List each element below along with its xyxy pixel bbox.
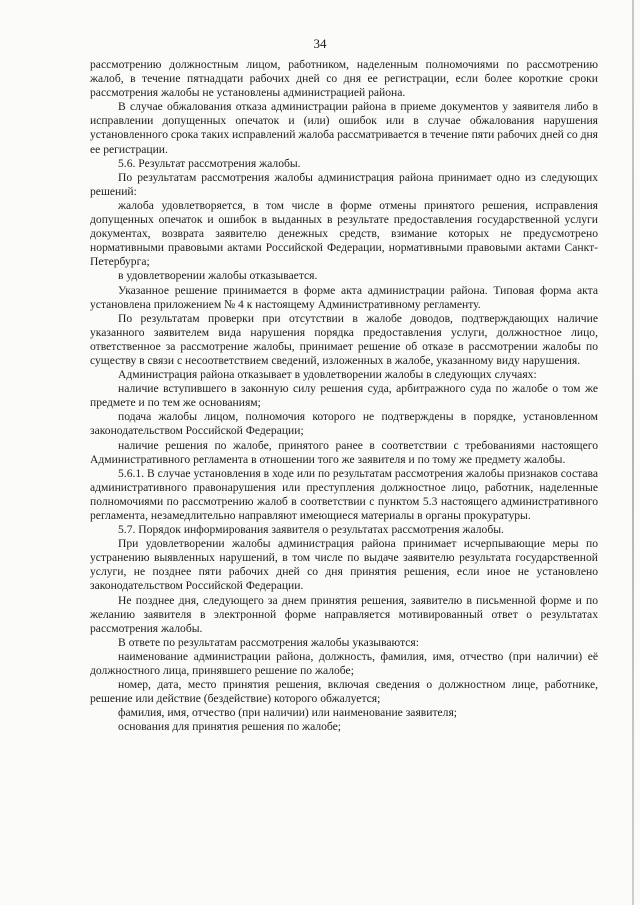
- paragraph: в удовлетворении жалобы отказывается.: [118, 269, 318, 283]
- paragraph: жалоба удовлетворяется, в том числе в форме отмены принятого решения, исправления допущенных опечаток и ошибок в выданных в результате предоставления государственной услуги документах, возврата заявителю денежных средств, взимание которых не предусмотрено нормативными правовыми актами Российской Федерации, нормативными правовыми актами Санкт-Петербурга;: [90, 198, 598, 269]
- paragraph: В ответе по результатам рассмотрения жалобы указываются:: [118, 635, 419, 649]
- paragraph: наименование администрации района, должность, фамилия, имя, отчество (при наличии) её должностного лица, принявшего решение по жалобе;: [90, 649, 598, 678]
- paragraph: фамилия, имя, отчество (при наличии) или наименование заявителя;: [118, 706, 458, 720]
- paragraph: Не позднее дня, следующего за днем принятия решения, заявителю в письменной форме и по желанию заявителя в электронной форме направляется мотивированный ответ о результатах рассмотрения жалобы.: [90, 593, 598, 635]
- paragraph: Администрация района отказывает в удовлетворении жалобы в следующих случаях:: [118, 368, 537, 382]
- paragraph: 5.6.1. В случае установления в ходе или по результатам рассмотрения жалобы признаков состава административного правонарушения или преступления должностное лицо, работник, наделенные полномочиями по рассмотрению жалоб в соответствии с пунктом 5.3 настоящего административного регламента, незамедлительно направляют имеющиеся материалы в органы прокуратуры.: [90, 466, 598, 522]
- paragraph: По результатам рассмотрения жалобы администрация района принимает одно из следующих решений:: [90, 170, 598, 198]
- paragraph: 5.7. Порядок информирования заявителя о результатах рассмотрения жалобы.: [118, 523, 504, 537]
- scan-edge-line: [632, 0, 634, 905]
- paragraph: Указанное решение принимается в форме акта администрации района. Типовая форма акта установлена приложением № 4 к настоящему Административному регламенту.: [90, 283, 598, 311]
- paragraph: основания для принятия решения по жалобе;: [118, 720, 342, 734]
- paragraph: рассмотрению должностным лицом, работником, наделенным полномочиями по рассмотрению жалоб, в течение пятнадцати рабочих дней со дня ее регистрации, если более короткие сроки рассмотрения жалобы не установлены администрацией района.: [90, 58, 598, 100]
- paragraph: В случае обжалования отказа администрации района в приеме документов у заявителя либо в исправлении допущенных опечаток и (или) ошибок или в случае обжалования нарушения установленного срока таких исправлений жалоба рассматривается в течение пяти рабочих дней со дня ее регистрации.: [90, 100, 598, 156]
- paragraph: номер, дата, место принятия решения, включая сведения о должностном лице, работнике, решение или действие (бездействие) которого обжалуется;: [90, 678, 598, 706]
- paragraph: наличие вступившего в законную силу решения суда, арбитражного суда по жалобе о том же предмете и по тем же основаниям;: [90, 382, 598, 410]
- paragraph: При удовлетворении жалобы администрация района принимает исчерпывающие меры по устранению выявленных нарушений, в том числе по выдаче заявителю результата государственной услуги, не позднее пяти рабочих дней со дня принятия решения, если иное не установлено законодательством Российской Федерации.: [90, 537, 598, 593]
- paragraph: подача жалобы лицом, полномочия которого не подтверждены в порядке, установленном законодательством Российской Федерации;: [90, 410, 598, 438]
- paragraph: По результатам проверки при отсутствии в жалобе доводов, подтверждающих наличие указанного заявителем вида нарушения порядка предоставления услуги, должностное лицо, ответственное за рассмотрение жалобы, принимает решение об отказе в рассмотрении жалобы по существу в связи с несоответствием сведений, изложенных в жалобе, указанному виду нарушения.: [90, 311, 598, 367]
- paragraph: наличие решения по жалобе, принятого ранее в соответствии с требованиями настоящего Административного регламента в отношении того же заявителя и по тому же предмету жалобы.: [90, 438, 598, 466]
- page-number: 34: [313, 36, 327, 51]
- document-body: [90, 58, 598, 735]
- paragraph: 5.6. Результат рассмотрения жалобы.: [118, 156, 301, 170]
